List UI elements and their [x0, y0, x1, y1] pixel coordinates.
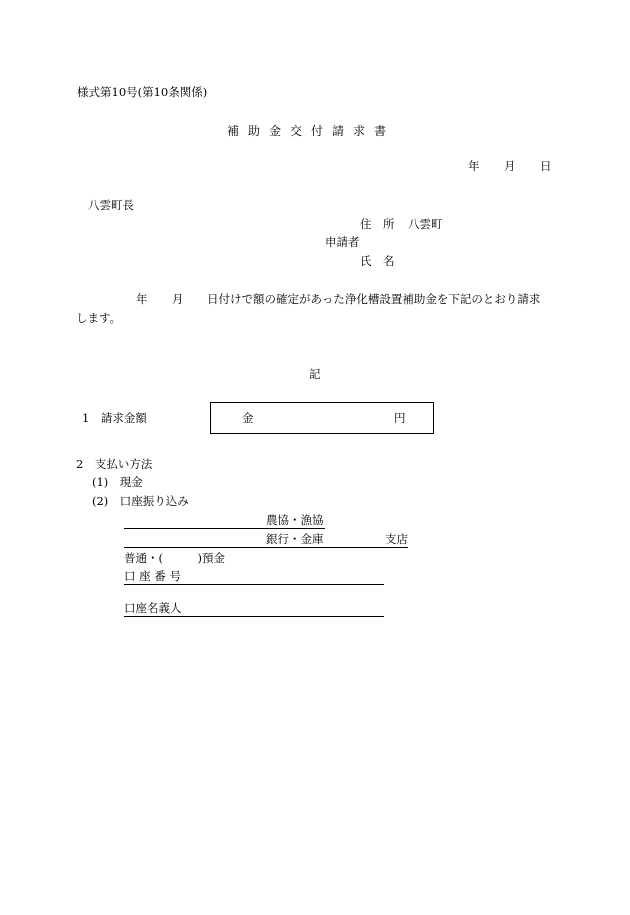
account-number-label: 口 座 番 号	[124, 569, 181, 583]
date-month: 月	[504, 159, 516, 173]
branch-label: 支店	[385, 532, 408, 546]
body-line2: します。	[76, 311, 122, 325]
payment-option-cash: (1) 現金	[92, 475, 143, 489]
item2-label: 2 支払い方法	[76, 457, 153, 471]
bank-name-line-1[interactable]	[124, 515, 325, 529]
address-label: 住 所	[360, 217, 395, 231]
amount-box[interactable]	[210, 402, 434, 434]
name-label: 氏 名	[360, 254, 395, 268]
item1-label: 1 請求金額	[82, 411, 147, 425]
amount-en: 円	[394, 411, 406, 425]
date-day: 日	[540, 159, 552, 173]
body-line1: 日付けで額の確定があった浄化槽設置補助金を下記のとおり請求	[207, 292, 541, 306]
deposit-type: 普通・( )預金	[124, 551, 225, 565]
bank-type-1: 農協・漁協	[266, 513, 324, 527]
body-month: 月	[172, 292, 184, 306]
account-holder-label: 口座名義人	[124, 601, 182, 615]
payment-option-transfer: (2) 口座振り込み	[92, 494, 189, 508]
bank-name-line-2[interactable]	[124, 534, 408, 548]
bank-type-2: 銀行・金庫	[266, 532, 324, 546]
page-title: 補助金交付請求書	[227, 124, 396, 138]
account-number-line[interactable]	[124, 571, 384, 585]
account-holder-line[interactable]	[124, 603, 384, 617]
body-year: 年	[136, 292, 148, 306]
date-year: 年	[468, 159, 480, 173]
form-number: 様式第10号(第10条関係)	[77, 85, 208, 99]
address-value: 八雲町	[408, 217, 443, 231]
amount-kin: 金	[242, 411, 254, 425]
applicant-label: 申請者	[325, 235, 360, 249]
ki-heading: 記	[309, 367, 321, 381]
addressee: 八雲町長	[88, 198, 134, 212]
